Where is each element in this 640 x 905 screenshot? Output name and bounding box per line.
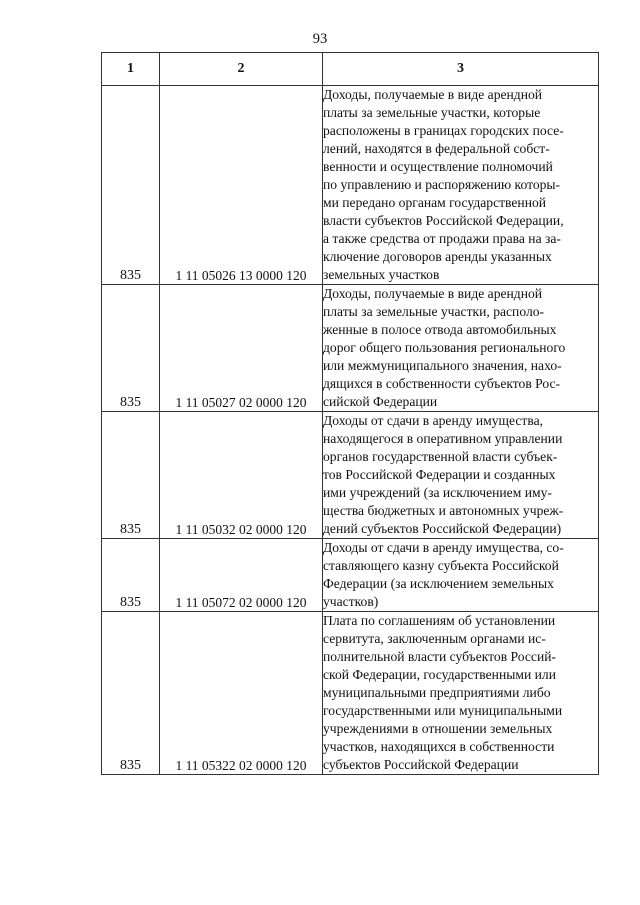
admin-code-cell: 835 xyxy=(102,285,160,412)
budget-income-table xyxy=(101,52,599,775)
income-code-cell: 1 11 05322 02 0000 120 xyxy=(160,612,323,775)
table-row xyxy=(102,86,599,285)
admin-code-cell: 835 xyxy=(102,612,160,775)
description-cell: Доходы от сдачи в аренду имущества, со- ставляющего казну субъекта Российской Федерации (за исключением земельных участков) xyxy=(323,539,599,612)
page-number: 93 xyxy=(312,31,328,47)
income-code-cell: 1 11 05027 02 0000 120 xyxy=(160,285,323,412)
table-row xyxy=(102,285,599,412)
column-header-1: 1 xyxy=(102,53,160,86)
admin-code-cell: 835 xyxy=(102,412,160,539)
description-cell: Плата по соглашениям об установлении сервитута, заключенным органами ис- полнительной власти субъектов Россий- ской Федерации, государственными или муниципальными предприятиями либо государственными или муниципальными учреждениями в отношении земельных участков, находящихся в собственности субъектов Российской Федерации xyxy=(323,612,599,775)
income-code-cell: 1 11 05026 13 0000 120 xyxy=(160,86,323,285)
table-row xyxy=(102,612,599,775)
column-header-3: 3 xyxy=(323,53,599,86)
description-cell: Доходы от сдачи в аренду имущества, находящегося в оперативном управлении органов государственной власти субъек- тов Российской Федерации и созданных ими учреждений (за исключением иму- щества бюджетных и автономных учреж- дений субъектов Российской Федерации) xyxy=(323,412,599,539)
income-code-cell: 1 11 05072 02 0000 120 xyxy=(160,539,323,612)
description-cell: Доходы, получаемые в виде арендной платы за земельные участки, располо- женные в полосе отвода автомобильных дорог общего пользования регионального или межмуниципального значения, нахо- дящихся в собственности субъектов Рос- сийской Федерации xyxy=(323,285,599,412)
column-header-2: 2 xyxy=(160,53,323,86)
table-header-row xyxy=(102,53,599,86)
admin-code-cell: 835 xyxy=(102,86,160,285)
table-row xyxy=(102,539,599,612)
description-cell: Доходы, получаемые в виде арендной платы за земельные участки, которые расположены в границах городских посе- лений, находятся в федеральной собст- венности и осуществление полномочий по управлению и распоряжению которы- ми передано органам государственной власти субъектов Российской Федерации, а также средства от продажи права на за- ключение договоров аренды указанных земельных участков xyxy=(323,86,599,285)
table-row xyxy=(102,412,599,539)
admin-code-cell: 835 xyxy=(102,539,160,612)
income-code-cell: 1 11 05032 02 0000 120 xyxy=(160,412,323,539)
